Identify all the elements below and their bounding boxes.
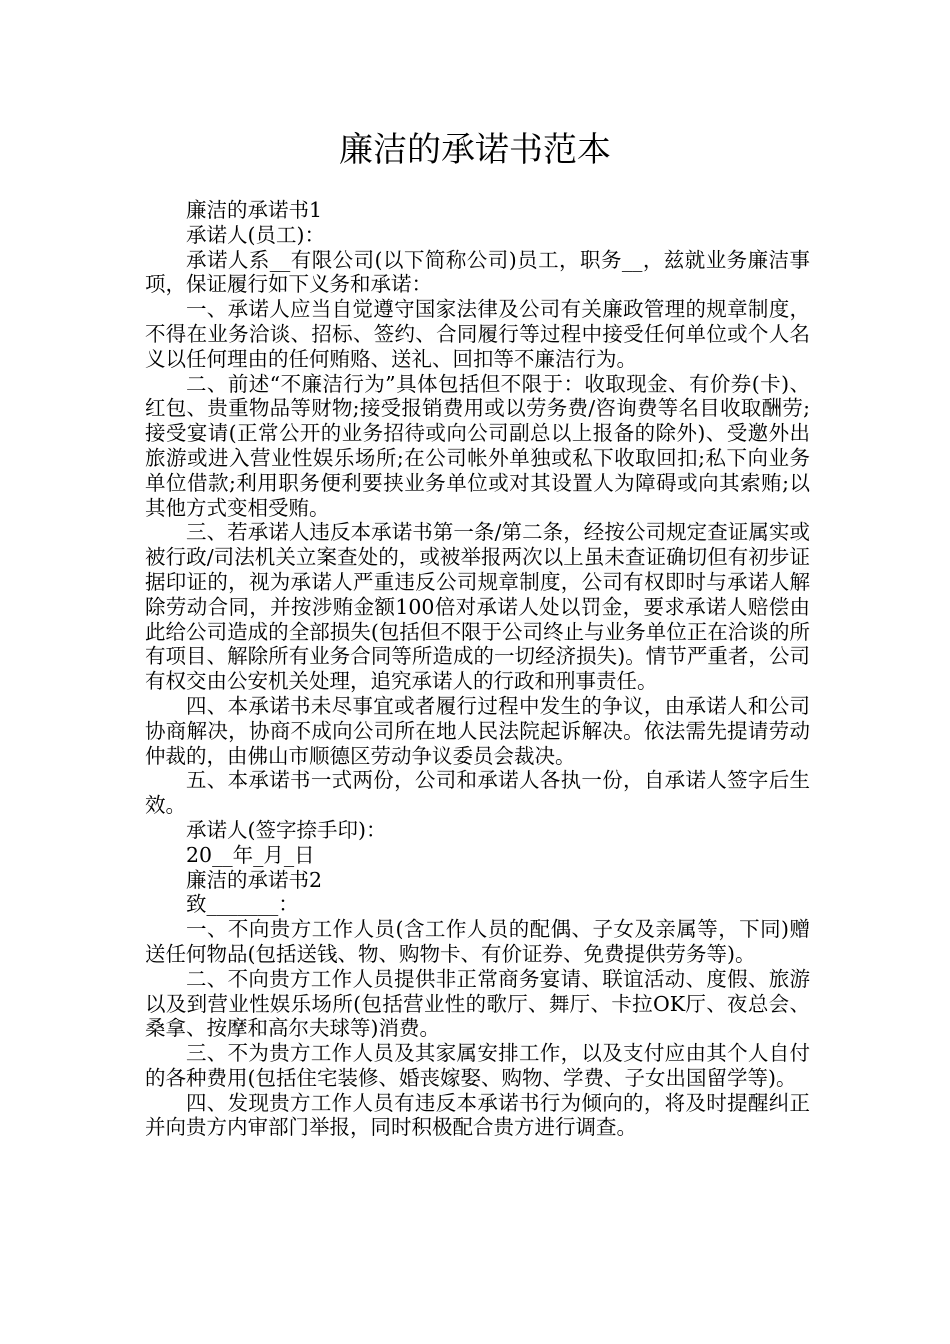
paragraph-item-3: 三、不为贵方工作人员及其家属安排工作，以及支付应由其个人自付的各种费用(包括住宅装修、婚丧嫁娶、购物、学费、子女出国留学等)。 — [145, 1041, 810, 1090]
document-body — [145, 198, 810, 1140]
paragraph-item-1: 一、不向贵方工作人员(含工作人员的配偶、子女及亲属等，下同)赠送任何物品(包括送钱、物、购物卡、有价证券、免费提供劳务等)。 — [145, 917, 810, 966]
section-heading-2: 廉洁的承诺书2 — [186, 867, 323, 892]
date-line: 20__年_月_日 — [186, 842, 315, 867]
paragraph-item-4: 四、发现贵方工作人员有违反本承诺书行为倾向的，将及时提醒纠正并向贵方内审部门举报，同时积极配合贵方进行调查。 — [145, 1090, 810, 1140]
paragraph-clause-2: 二、前述“不廉洁行为”具体包括但不限于：收取现金、有价券(卡)、红包、贵重物品等财物;接受报销费用或以劳务费/咨询费等名目收取酬劳;接受宴请(正常公开的业务招待或向公司副总以上报备的除外)、受邀外出旅游或进入营业性娱乐场所;在公司帐外单独或私下收取回扣;私下向业务单位借款;利用职务便利要挟业务单位或对其设置人为障碍或向其索贿;以其他方式变相受贿。 — [145, 371, 810, 520]
paragraph-item-2: 二、不向贵方工作人员提供非正常商务宴请、联谊活动、度假、旅游以及到营业性娱乐场所(包括营业性的歌厅、舞厅、卡拉OK厅、夜总会、桑拿、按摩和高尔夫球等)消费。 — [145, 966, 810, 1041]
signature-line: 承诺人(签字捺手印)： — [186, 817, 387, 842]
paragraph-clause-5: 五、本承诺书一式两份，公司和承诺人各执一份，自承诺人签字后生效。 — [145, 768, 810, 818]
paragraph-clause-3: 三、若承诺人违反本承诺书第一条/第二条，经按公司规定查证属实或被行政/司法机关立案查处的，或被举报两次以上虽未查证确切但有初步证据印证的，视为承诺人严重违反公司规章制度，公司有权即时与承诺人解除劳动合同，并按涉贿金额100倍对承诺人处以罚金，要求承诺人赔偿由此给公司造成的全部损失(包括但不限于公司终止与业务单位正在洽谈的所有项目、解除所有业务合同等所造成的一切经济损失)。情节严重者，公司有权交由公安机关处理，追究承诺人的行政和刑事责任。 — [145, 520, 810, 694]
paragraph-clause-4: 四、本承诺书未尽事宜或者履行过程中发生的争议，由承诺人和公司协商解决，协商不成向公司所在地人民法院起诉解决。依法需先提请劳动仲裁的，由佛山市顺德区劳动争议委员会裁决。 — [145, 693, 810, 768]
section-heading-1: 廉洁的承诺书1 — [186, 198, 323, 222]
document-title: 廉洁的承诺书范本 — [339, 130, 611, 170]
paragraph-intro: 承诺人系__有限公司(以下简称公司)员工，职务__，兹就业务廉洁事项，保证履行如下义务和承诺： — [145, 247, 810, 297]
addressee-line: 致_______： — [186, 892, 299, 917]
promisor-line: 承诺人(员工)： — [186, 222, 325, 247]
paragraph-clause-1: 一、承诺人应当自觉遵守国家法律及公司有关廉政管理的规章制度，不得在业务洽谈、招标、签约、合同履行等过程中接受任何单位或个人名义以任何理由的任何贿赂、送礼、回扣等不廉洁行为。 — [145, 297, 810, 371]
